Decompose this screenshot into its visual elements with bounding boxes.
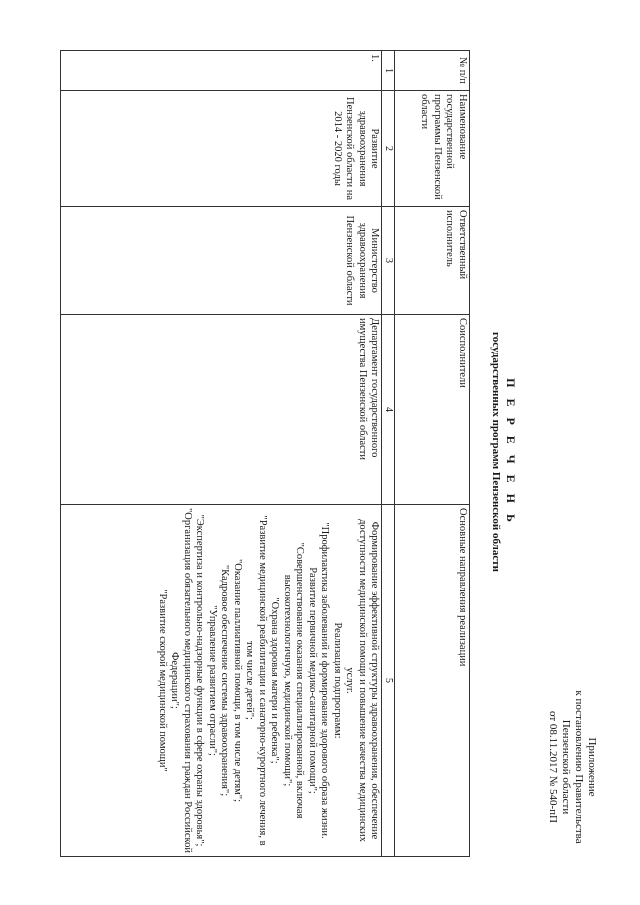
column-number: 3 bbox=[382, 207, 395, 315]
document-title: П Е Р Е Ч Е Н Ь bbox=[504, 378, 518, 526]
header-responsible: Ответственный исполнитель bbox=[395, 207, 470, 315]
document-page bbox=[50, 22, 610, 882]
direction-line: "Совершенствование оказания специализированной, включая высокотехнологичную, медицинской помощи"; bbox=[281, 542, 306, 819]
column-number: 1 bbox=[382, 51, 395, 91]
direction-line: "Профилактика заболеваний и формирование здорового образа жизни. bbox=[319, 522, 331, 839]
direction-line: Реализация подпрограмм: bbox=[331, 622, 343, 739]
header-directions: Основные направления реализации bbox=[395, 505, 470, 857]
appendix-line: к постановлению Правительства bbox=[573, 690, 585, 844]
document-subtitle: государственных программ Пензенской области bbox=[490, 332, 502, 572]
column-number: 4 bbox=[382, 315, 395, 505]
direction-line: "Экспертиза и контрольно-надзорные функции в сфере охраны здоровья"; bbox=[194, 514, 206, 847]
header-coexecutors: Соисполнители bbox=[395, 315, 470, 505]
programs-table bbox=[60, 50, 470, 857]
direction-line: "Развитие скорой медицинской помощи" bbox=[156, 589, 168, 772]
direction-line: "Организация обязательного медицинского страхования граждан Российской Федерации"; bbox=[169, 508, 193, 853]
appendix-line: Пензенской области bbox=[560, 719, 572, 815]
direction-line: "Охрана здоровья матери и ребенка"; bbox=[269, 597, 281, 764]
table-row bbox=[61, 51, 382, 857]
row-coexecutors: Департамент государственного имущества Пензенской области bbox=[61, 315, 382, 505]
direction-line: "Кадровое обеспечение системы здравоохранения"; bbox=[219, 564, 231, 797]
column-number-row bbox=[382, 51, 395, 857]
row-responsible: Министерство здравоохранения Пензенской области bbox=[61, 207, 382, 315]
direction-line: "Оказание паллиативной помощи, в том числе детям"; bbox=[231, 558, 243, 803]
column-number: 2 bbox=[382, 91, 395, 207]
row-program: Развитие здравоохранения Пензенской области на 2014 - 2020 годы bbox=[61, 91, 382, 207]
direction-line: Развитие первичной медико-санитарной помощи"; bbox=[306, 567, 318, 794]
header-program: Наименование государственной программы Пензенской области bbox=[395, 91, 470, 207]
row-directions bbox=[61, 505, 382, 857]
direction-line: "Управление развитием отрасли"; bbox=[206, 605, 218, 756]
column-number: 5 bbox=[382, 505, 395, 857]
header-num: № п/п bbox=[395, 51, 470, 91]
appendix-line: Приложение bbox=[586, 737, 598, 797]
table-header-row bbox=[395, 51, 470, 857]
appendix-line: от 08.11.2017 № 540-пП bbox=[547, 711, 559, 823]
direction-line: Формирование эффективной структуры здравоохранения, обеспечение доступности медицинской помощи и повышение качества медицинских услуг. bbox=[344, 519, 381, 842]
appendix-block bbox=[546, 672, 598, 862]
row-num: 1. bbox=[61, 51, 382, 91]
direction-line: "Развитие медицинской реабилитации и санаторно-курортного лечения, в том числе детей"; bbox=[244, 515, 268, 846]
